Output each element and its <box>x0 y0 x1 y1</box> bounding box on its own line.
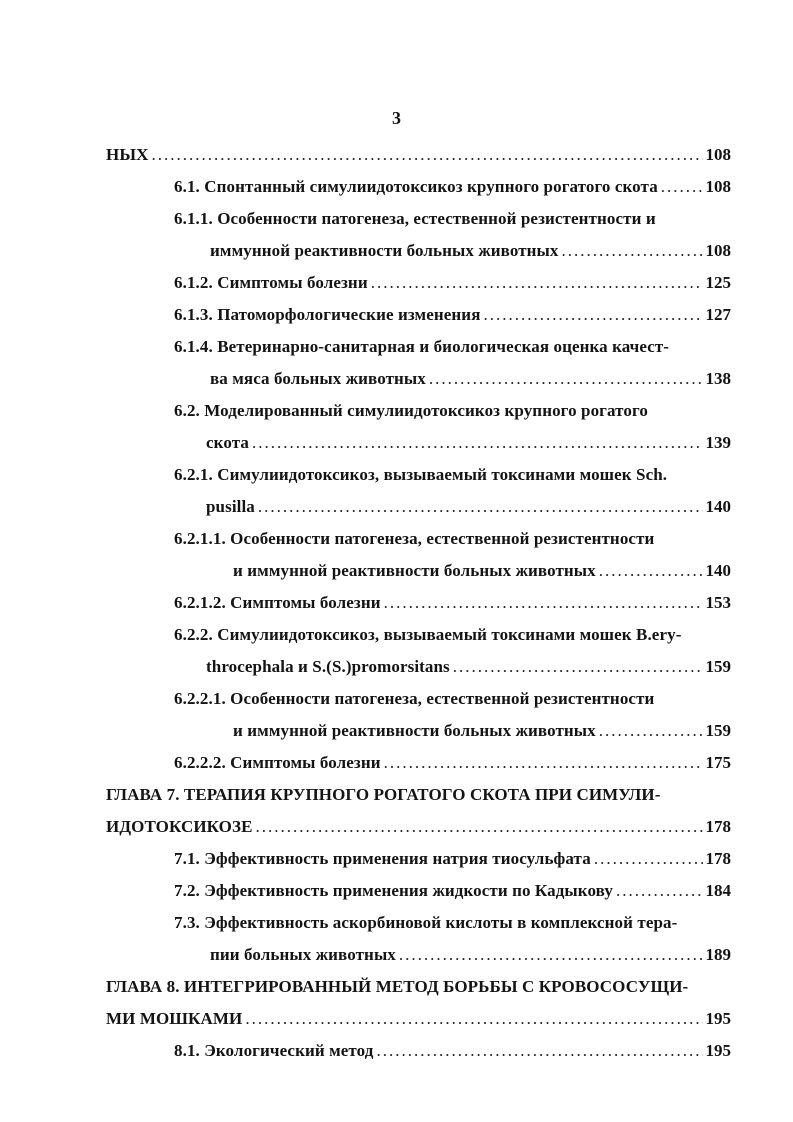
toc-entry-page: 184 <box>705 881 731 900</box>
toc-entry <box>210 366 731 392</box>
toc-entry-text: 6.2. Моделированный симулиидотоксикоз крупного рогатого <box>174 401 648 420</box>
toc-leader-dots <box>376 1038 702 1064</box>
toc-entry-page: 178 <box>705 817 731 836</box>
toc-entry <box>174 910 734 936</box>
toc-entry-text: 6.2.2. Симулиидотоксикоз, вызываемый токсинами мошек B.ery- <box>174 625 682 644</box>
toc-entry <box>206 654 731 680</box>
toc-entry-page: 140 <box>705 561 731 580</box>
toc-entry <box>174 686 734 712</box>
toc-entry-text: pusilla <box>206 497 255 516</box>
toc-entry <box>174 846 731 872</box>
toc-leader-dots <box>252 430 703 456</box>
toc-leader-dots <box>599 718 703 744</box>
toc-entry-text: 6.2.1.1. Особенности патогенеза, естественной резистентности <box>174 529 655 548</box>
toc-entry <box>174 462 734 488</box>
toc-entry-text: 6.1.4. Ветеринарно-санитарная и биологическая оценка качест- <box>174 337 670 356</box>
toc-entry-page: 195 <box>705 1041 731 1060</box>
toc-entry <box>174 334 734 360</box>
toc-chapter-entry <box>106 974 726 1000</box>
toc-entry-text: 6.2.2.1. Особенности патогенеза, естественной резистентности <box>174 689 655 708</box>
toc-entry-page: 159 <box>705 657 731 676</box>
toc-entry-page: 195 <box>705 1009 731 1028</box>
toc-entry <box>174 398 734 424</box>
toc-entry-page: 153 <box>705 593 731 612</box>
toc-entry-text: 6.1.2. Симптомы болезни <box>174 273 368 292</box>
toc-entry-text: пии больных животных <box>210 945 396 964</box>
toc-entry-page: 189 <box>705 945 731 964</box>
toc-entry-text: 6.2.1. Симулиидотоксикоз, вызываемый токсинами мошек Sch. <box>174 465 668 484</box>
toc-entry <box>174 1038 731 1064</box>
toc-entry <box>174 270 731 296</box>
toc-entry-page: 108 <box>705 241 731 260</box>
toc-entry <box>106 142 731 168</box>
toc-entry <box>210 942 731 968</box>
toc-entry <box>206 494 731 520</box>
toc-entry-text: 6.2.1.2. Симптомы болезни <box>174 593 381 612</box>
toc-entry-text: ва мяса больных животных <box>210 369 426 388</box>
toc-entry-text: 7.2. Эффективность применения жидкости по Кадыкову <box>174 881 613 900</box>
toc-entry-page: 127 <box>705 305 731 324</box>
toc-entry-text: иммунной реактивности больных животных <box>210 241 559 260</box>
toc-leader-dots <box>399 942 703 968</box>
toc-entry-page: 140 <box>705 497 731 516</box>
toc-entry-text: ГЛАВА 7. ТЕРАПИЯ КРУПНОГО РОГАТОГО СКОТА ПРИ СИМУЛИ- <box>106 785 661 804</box>
toc-chapter-entry <box>106 782 706 808</box>
toc-entry <box>210 238 731 264</box>
toc-entry-page: 138 <box>705 369 731 388</box>
toc-leader-dots <box>599 558 703 584</box>
toc-entry-page: 178 <box>705 849 731 868</box>
toc-leader-dots <box>562 238 703 264</box>
toc-entry <box>233 718 731 744</box>
toc-entry-text: МИ МОШКАМИ <box>106 1009 243 1028</box>
toc-entry-page: 125 <box>705 273 731 292</box>
toc-entry <box>174 590 731 616</box>
toc-entry <box>233 558 731 584</box>
toc-entry <box>174 526 734 552</box>
toc-leader-dots <box>616 878 703 904</box>
toc-chapter-entry <box>106 814 731 840</box>
toc-leader-dots <box>245 1006 702 1032</box>
toc-entry-text: 8.1. Экологический метод <box>174 1041 374 1060</box>
toc-entry-page: 159 <box>705 721 731 740</box>
toc-entry-text: и иммунной реактивности больных животных <box>233 721 596 740</box>
toc-entry <box>174 206 734 232</box>
toc-leader-dots <box>152 142 703 168</box>
toc-entry-page: 108 <box>705 145 731 164</box>
toc-entry-text: 6.1. Спонтанный симулиидотоксикоз крупного рогатого скота <box>174 177 658 196</box>
toc-entry-text: НЫХ <box>106 145 149 164</box>
toc-entry-text: throcephala и S.(S.)promorsitans <box>206 657 450 676</box>
toc-entry-text: и иммунной реактивности больных животных <box>233 561 596 580</box>
toc-chapter-entry <box>106 1006 731 1032</box>
toc-entry <box>174 750 731 776</box>
toc-entry-text: ИДОТОКСИКОЗЕ <box>106 817 253 836</box>
toc-entry-page: 175 <box>705 753 731 772</box>
toc-leader-dots <box>258 494 703 520</box>
toc-entry-page: 108 <box>705 177 731 196</box>
toc-entry-page: 139 <box>705 433 731 452</box>
toc-entry <box>174 174 731 200</box>
toc-leader-dots <box>661 174 703 200</box>
toc-entry-text: 6.1.1. Особенности патогенеза, естественной резистентности и <box>174 209 656 228</box>
toc-entry <box>174 622 734 648</box>
toc-entry-text: 7.3. Эффективность аскорбиновой кислоты в комплексной тера- <box>174 913 678 932</box>
toc-leader-dots <box>384 590 703 616</box>
toc-leader-dots <box>429 366 703 392</box>
toc-leader-dots <box>453 654 703 680</box>
toc-leader-dots <box>594 846 703 872</box>
toc-leader-dots <box>256 814 703 840</box>
toc-leader-dots <box>371 270 703 296</box>
toc-entry-text: 7.1. Эффективность применения натрия тиосульфата <box>174 849 591 868</box>
toc-leader-dots <box>384 750 703 776</box>
toc-entry-text: 6.2.2.2. Симптомы болезни <box>174 753 381 772</box>
page-number: 3 <box>392 108 401 128</box>
toc-leader-dots <box>484 302 703 328</box>
toc-entry <box>174 878 731 904</box>
toc-entry-text: скота <box>206 433 249 452</box>
toc-entry <box>174 302 731 328</box>
toc-entry-text: ГЛАВА 8. ИНТЕГРИРОВАННЫЙ МЕТОД БОРЬБЫ С КРОВОСОСУЩИ- <box>106 977 689 996</box>
toc-entry <box>206 430 731 456</box>
toc-entry-text: 6.1.3. Патоморфологические изменения <box>174 305 481 324</box>
